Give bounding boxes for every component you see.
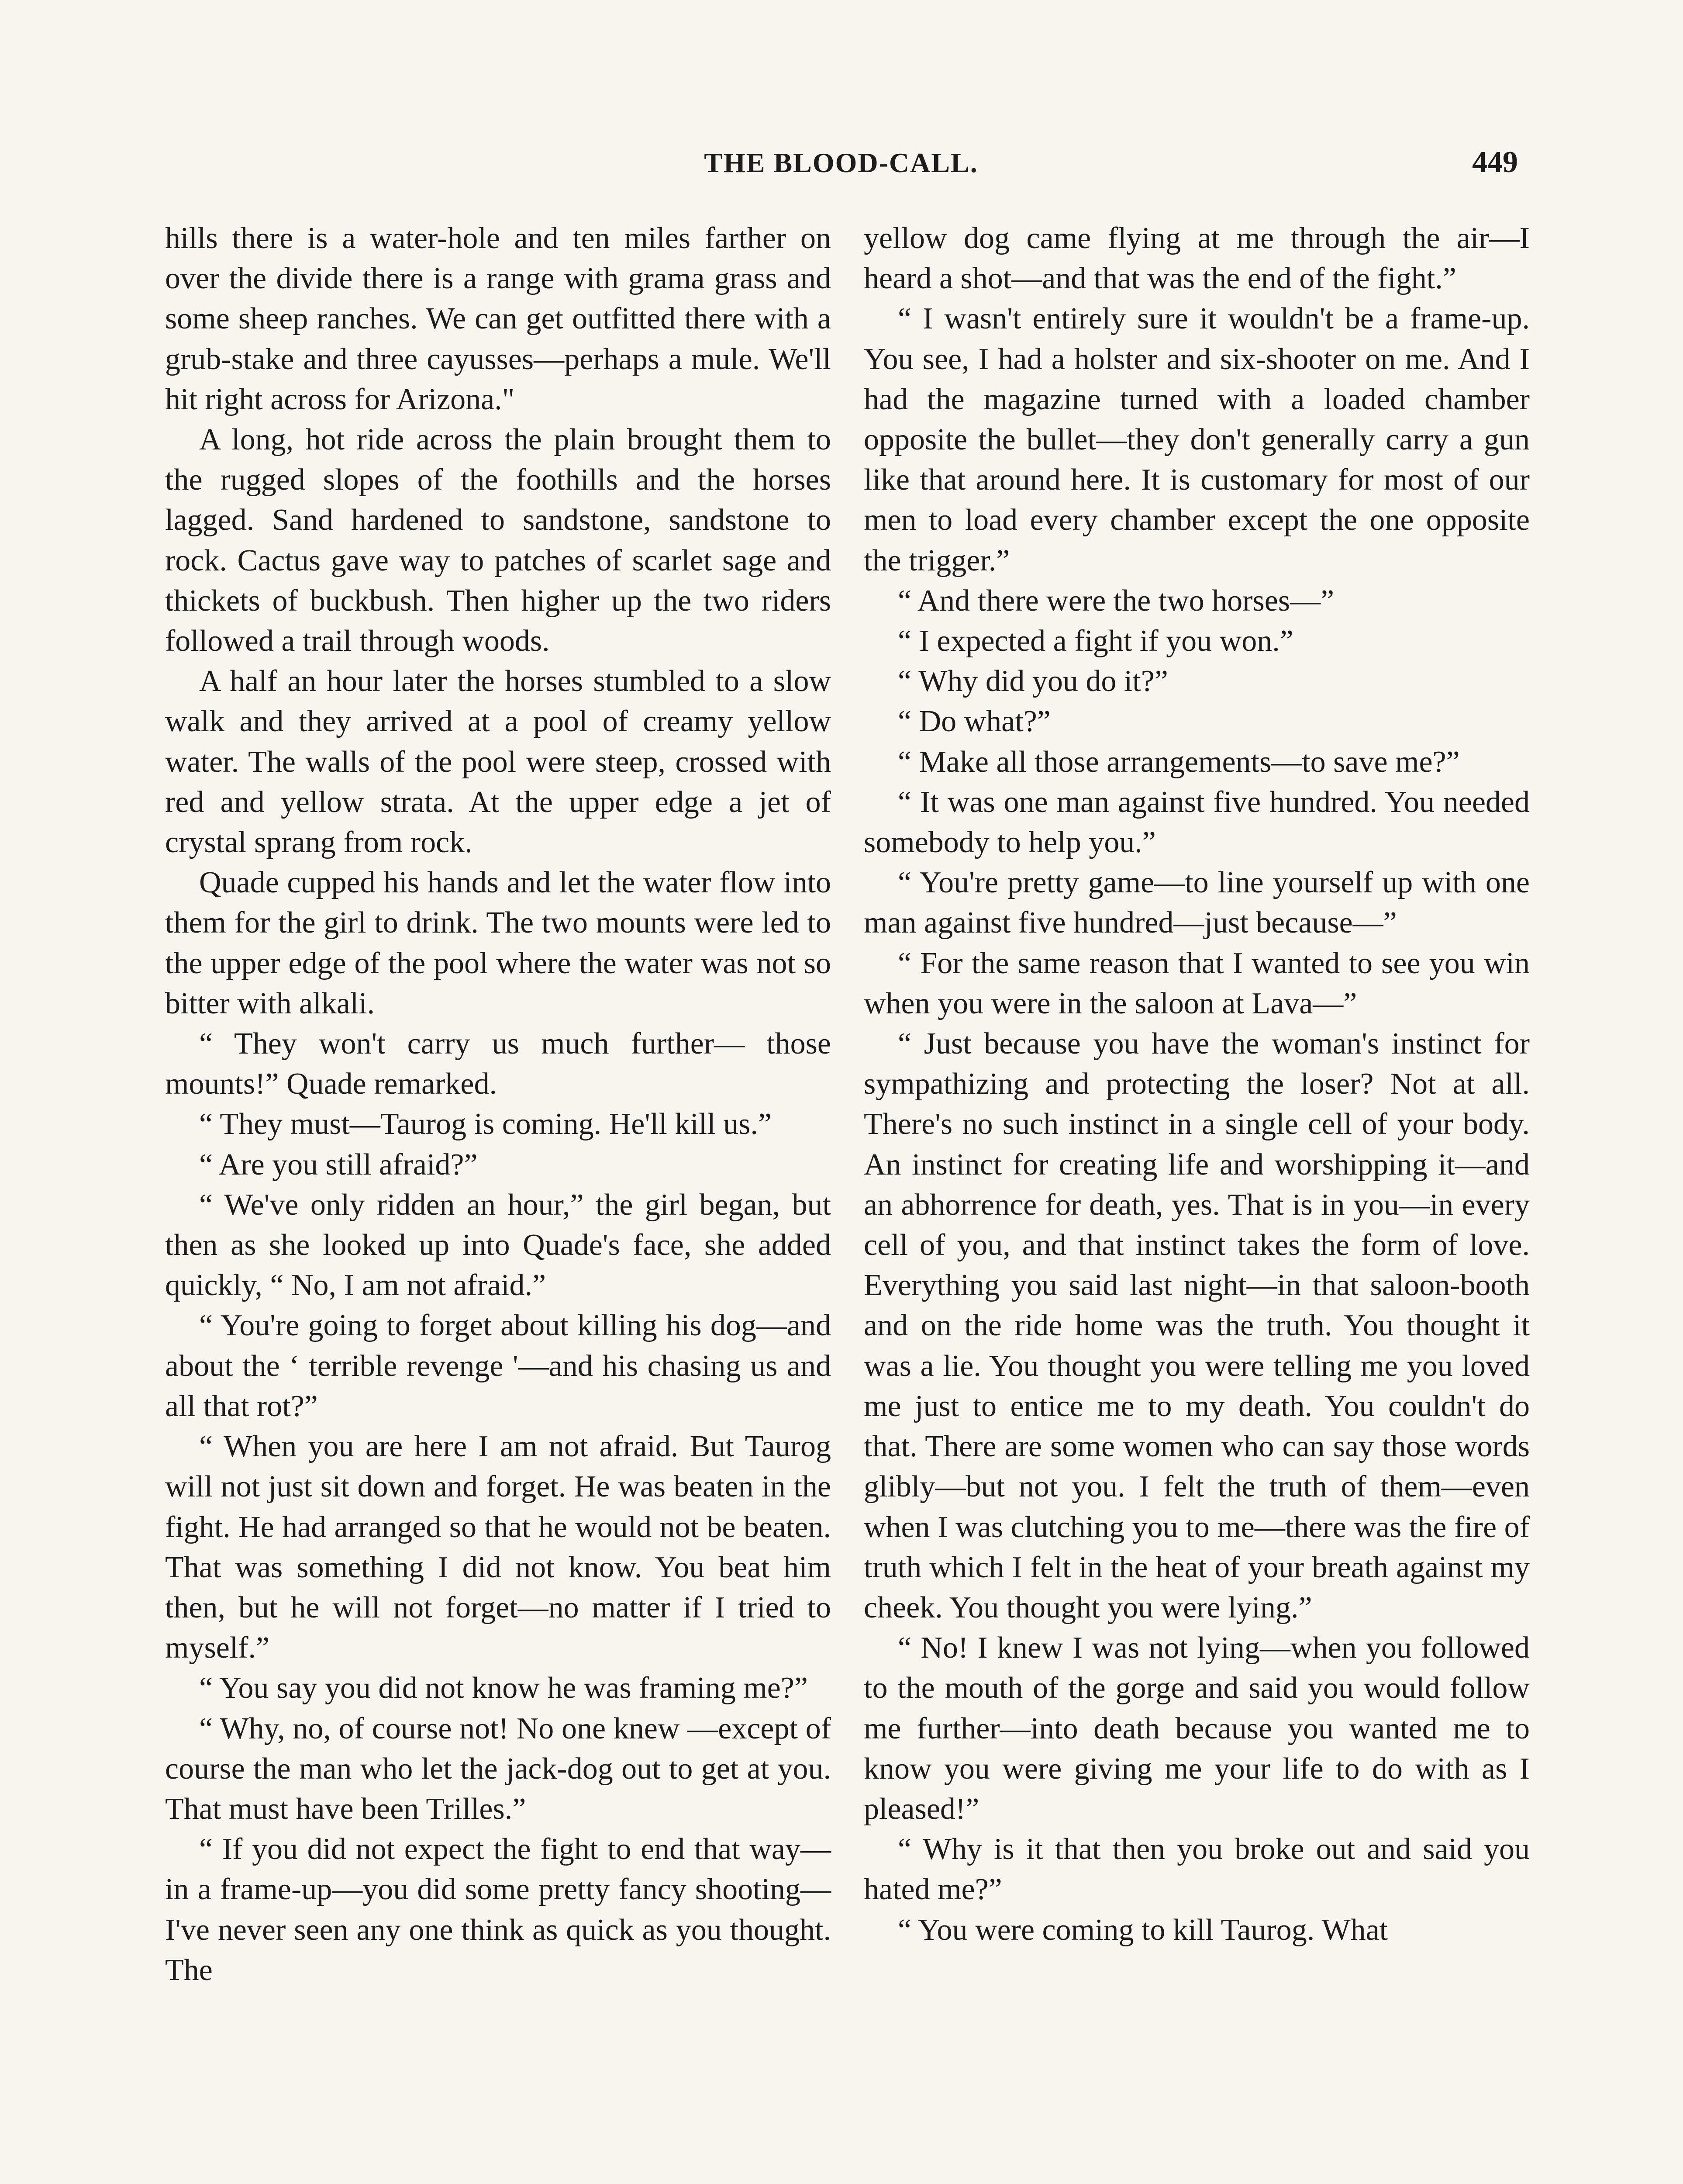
paragraph: “ And there were the two horses—” [898,584,1335,618]
paragraph: “ Why, no, of course not! No one knew —except of course the man who let the jack-dog out to get at you. That must have been Trilles.” [165,1711,831,1826]
paragraph: “ No! I knew I was not lying—when you followed to the mouth of the gorge and said you would follow me further—into death because you wanted me to know you were giving me your life to do with as I pleased!” [864,1631,1530,1826]
paragraph: “ I wasn't entirely sure it wouldn't be a frame-up. You see, I had a holster and six-shooter on me. And I had the magazine turned with a loaded chamber opposite the bullet—they don't generally carry a gun like that around here. It is customary for most of our men to load every chamber except the one opposite the trigger.” [864,302,1530,577]
page-number: 449 [1472,145,1518,179]
running-header [164,139,1518,191]
paragraph: “ They won't carry us much further— those mounts!” Quade remarked. [165,1027,831,1101]
paragraph: “ It was one man against five hundred. You needed somebody to help you.” [864,785,1530,860]
paragraph: “ We've only ridden an hour,” the girl began, but then as she looked up into Quade's face, she added quickly, “ No, I am not afraid.” [165,1188,831,1303]
paragraph: hills there is a water-hole and ten miles farther on over the divide there is a range with grama grass and some sheep ranches. We can get outfitted there with a grub-stake and three cayusses—perhaps a mule. We'll hit right across for Arizona." [165,221,831,416]
paragraph: “ Why did you do it?” [898,664,1168,698]
paragraph: “ You're going to forget about killing his dog—and about the ‘ terrible revenge '—and his chasing us and all that rot?” [165,1309,831,1423]
paragraph: A long, hot ride across the plain brought them to the rugged slopes of the foothills and the horses lagged. Sand hardened to sandstone, sandstone to rock. Cactus gave way to patches of scarlet sage and thickets of buckbush. Then higher up the two riders followed a trail through woods. [165,423,831,658]
paragraph: “ You say you did not know he was framing me?” [199,1671,808,1705]
paragraph: “ If you did not expect the fight to end that way—in a frame-up—you did some pretty fancy shooting—I've never seen any one think as quick as you thought. The [165,1832,831,1987]
paragraph: “ Make all those arrangements—to save me?” [898,745,1460,779]
paragraph: A half an hour later the horses stumbled to a slow walk and they arrived at a pool of creamy yellow water. The walls of the pool were steep, crossed with red and yellow strata. At the upper edge a jet of crystal sprang from rock. [165,664,831,860]
paragraph: “ You were coming to kill Taurog. What [898,1913,1388,1947]
paragraph: “ I expected a fight if you won.” [898,624,1293,658]
paragraph: “ Do what?” [898,705,1051,739]
right-column [864,218,1530,1950]
paragraph: “ When you are here I am not afraid. But Taurog will not just sit down and forget. He was beaten in the fight. He had arranged so that he would not be beaten. That was something I did not know. You beat him then, but he will not forget—no matter if I tried to myself.” [165,1430,831,1665]
left-column [165,218,831,1990]
paragraph: “ For the same reason that I wanted to see you win when you were in the saloon at Lava—” [864,946,1530,1020]
paragraph: yellow dog came flying at me through the air—I heard a shot—and that was the end of the fight.” [864,221,1530,296]
paragraph: Quade cupped his hands and let the water flow into them for the girl to drink. The two mounts were led to the upper edge of the pool where the water was not so bitter with alkali. [165,866,831,1020]
paragraph: “ Why is it that then you broke out and said you hated me?” [864,1832,1530,1907]
paragraph: “ Just because you have the woman's instinct for sympathizing and protecting the loser? Not at all. There's no such instinct in a single cell of your body. An instinct for creating life and worshipping it—and an abhorrence for death, yes. That is in you—in every cell of you, and that instinct takes the form of love. Everything you said last night—in that saloon-booth and on the ride home was the truth. You thought it was a lie. You thought you were telling me you loved me just to entice me to my death. You couldn't do that. There are some women who can say those words glibly—but not you. I felt the truth of them—even when I was clutching you to me—there was the fire of truth which I felt in the heat of your breath against my cheek. You thought you were lying.” [864,1027,1530,1624]
paragraph: “ They must—Taurog is coming. He'll kill us.” [199,1107,772,1141]
paragraph: “ Are you still afraid?” [199,1147,478,1182]
paragraph: “ You're pretty game—to line yourself up with one man against five hundred—just because—” [864,866,1530,940]
running-head-title: THE BLOOD-CALL. [704,147,978,178]
